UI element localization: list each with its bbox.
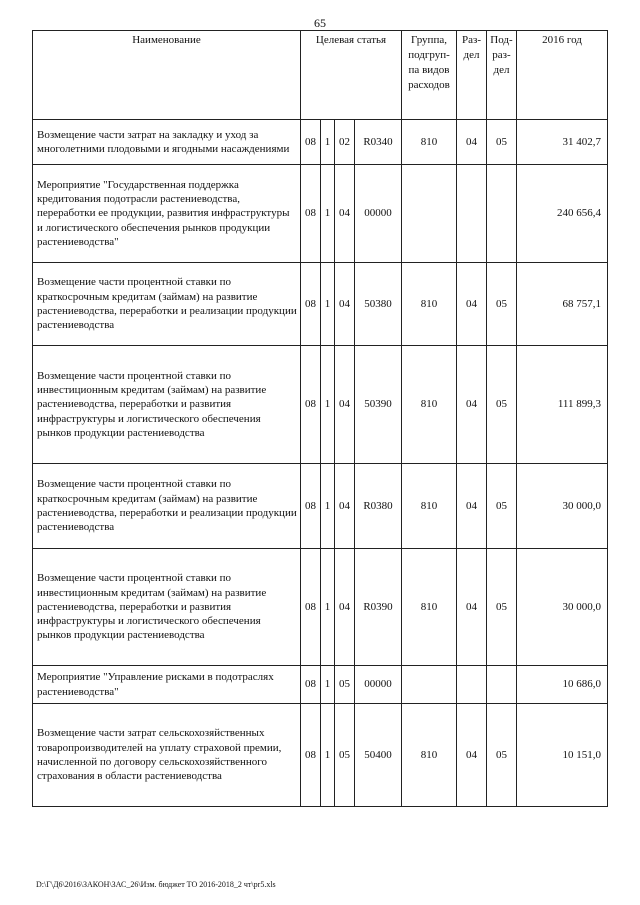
amount: 111 899,3 [517,346,608,464]
target-code-1: 08 [301,704,321,807]
table-row [33,263,608,346]
header-row [33,31,608,120]
row-name: Возмещение части затрат на закладку и уход за многолетними плодовыми и ягодными насаждениями [33,120,301,165]
target-code-3: 05 [335,666,355,704]
table-row [33,549,608,666]
target-code-3: 05 [335,704,355,807]
target-code-3: 04 [335,165,355,263]
group-code [402,666,457,704]
header-year: 2016 год [517,31,608,120]
group-code: 810 [402,120,457,165]
group-code [402,165,457,263]
target-code-2: 1 [321,464,335,549]
section-code: 04 [457,464,487,549]
header-target-article: Целевая статья [301,31,402,120]
target-code-4: R0390 [355,549,402,666]
target-code-1: 08 [301,165,321,263]
file-path-footer: D:\Г\Д6\2016\ЗАКОН\ЗАС_26\Изм. бюджет ТО 2016-2018_2 чт\pr5.xls [36,880,276,889]
page-number: 65 [314,16,326,30]
header-name: Наименование [33,31,301,120]
target-code-2: 1 [321,346,335,464]
target-code-1: 08 [301,464,321,549]
subsection-code: 05 [487,120,517,165]
amount: 68 757,1 [517,263,608,346]
target-code-2: 1 [321,666,335,704]
target-code-3: 04 [335,464,355,549]
table-row [33,704,608,807]
table-row [33,165,608,263]
subsection-code: 05 [487,464,517,549]
target-code-1: 08 [301,346,321,464]
row-name: Возмещение части процентной ставки по краткосрочным кредитам (займам) на развитие растениеводства, переработки и реализации продукции растениеводства [33,464,301,549]
amount: 30 000,0 [517,464,608,549]
group-code: 810 [402,464,457,549]
target-code-1: 08 [301,263,321,346]
section-code: 04 [457,263,487,346]
target-code-3: 04 [335,346,355,464]
target-code-4: R0340 [355,120,402,165]
subsection-code: 05 [487,704,517,807]
group-code: 810 [402,346,457,464]
target-code-4: 00000 [355,165,402,263]
row-name: Возмещение части затрат сельскохозяйственных товаропроизводителей на уплату страховой премии, начисленной по договору сельскохозяйственного страхования в области растениеводства [33,704,301,807]
table-row [33,666,608,704]
section-code [457,666,487,704]
amount: 31 402,7 [517,120,608,165]
table-row [33,120,608,165]
target-code-4: R0380 [355,464,402,549]
target-code-3: 04 [335,549,355,666]
subsection-code: 05 [487,346,517,464]
subsection-code: 05 [487,549,517,666]
target-code-4: 50390 [355,346,402,464]
section-code: 04 [457,346,487,464]
budget-table [32,30,608,807]
subsection-code [487,666,517,704]
row-name: Возмещение части процентной ставки по краткосрочным кредитам (займам) на развитие растениеводства, переработки и реализации продукции растениеводства [33,263,301,346]
target-code-1: 08 [301,666,321,704]
row-name: Мероприятие "Государственная поддержка кредитования подотрасли растениеводства, переработки ее продукции, развития инфраструктуры и логистического обеспечения рынков продукции растениеводства" [33,165,301,263]
target-code-2: 1 [321,704,335,807]
table-row [33,346,608,464]
table-row [33,464,608,549]
section-code: 04 [457,549,487,666]
row-name: Возмещение части процентной ставки по инвестиционным кредитам (займам) на развитие растениеводства, переработки и развития инфраструктуры и логистического обеспечения рынков продукции растениеводства [33,346,301,464]
target-code-4: 00000 [355,666,402,704]
target-code-2: 1 [321,263,335,346]
header-group: Группа, подгруп-па видов расходов [402,31,457,120]
section-code: 04 [457,704,487,807]
row-name: Возмещение части процентной ставки по инвестиционным кредитам (займам) на развитие растениеводства, переработки и развития инфраструктуры и логистического обеспечения рынков продукции растениеводства [33,549,301,666]
target-code-2: 1 [321,549,335,666]
amount: 240 656,4 [517,165,608,263]
target-code-3: 02 [335,120,355,165]
target-code-2: 1 [321,120,335,165]
subsection-code: 05 [487,263,517,346]
target-code-2: 1 [321,165,335,263]
row-name: Мероприятие "Управление рисками в подотраслях растениеводства" [33,666,301,704]
amount: 30 000,0 [517,549,608,666]
amount: 10 686,0 [517,666,608,704]
group-code: 810 [402,704,457,807]
section-code [457,165,487,263]
target-code-1: 08 [301,120,321,165]
target-code-4: 50400 [355,704,402,807]
group-code: 810 [402,263,457,346]
subsection-code [487,165,517,263]
target-code-1: 08 [301,549,321,666]
header-section: Раз-дел [457,31,487,120]
header-subsection: Под-раз-дел [487,31,517,120]
amount: 10 151,0 [517,704,608,807]
group-code: 810 [402,549,457,666]
target-code-4: 50380 [355,263,402,346]
target-code-3: 04 [335,263,355,346]
section-code: 04 [457,120,487,165]
